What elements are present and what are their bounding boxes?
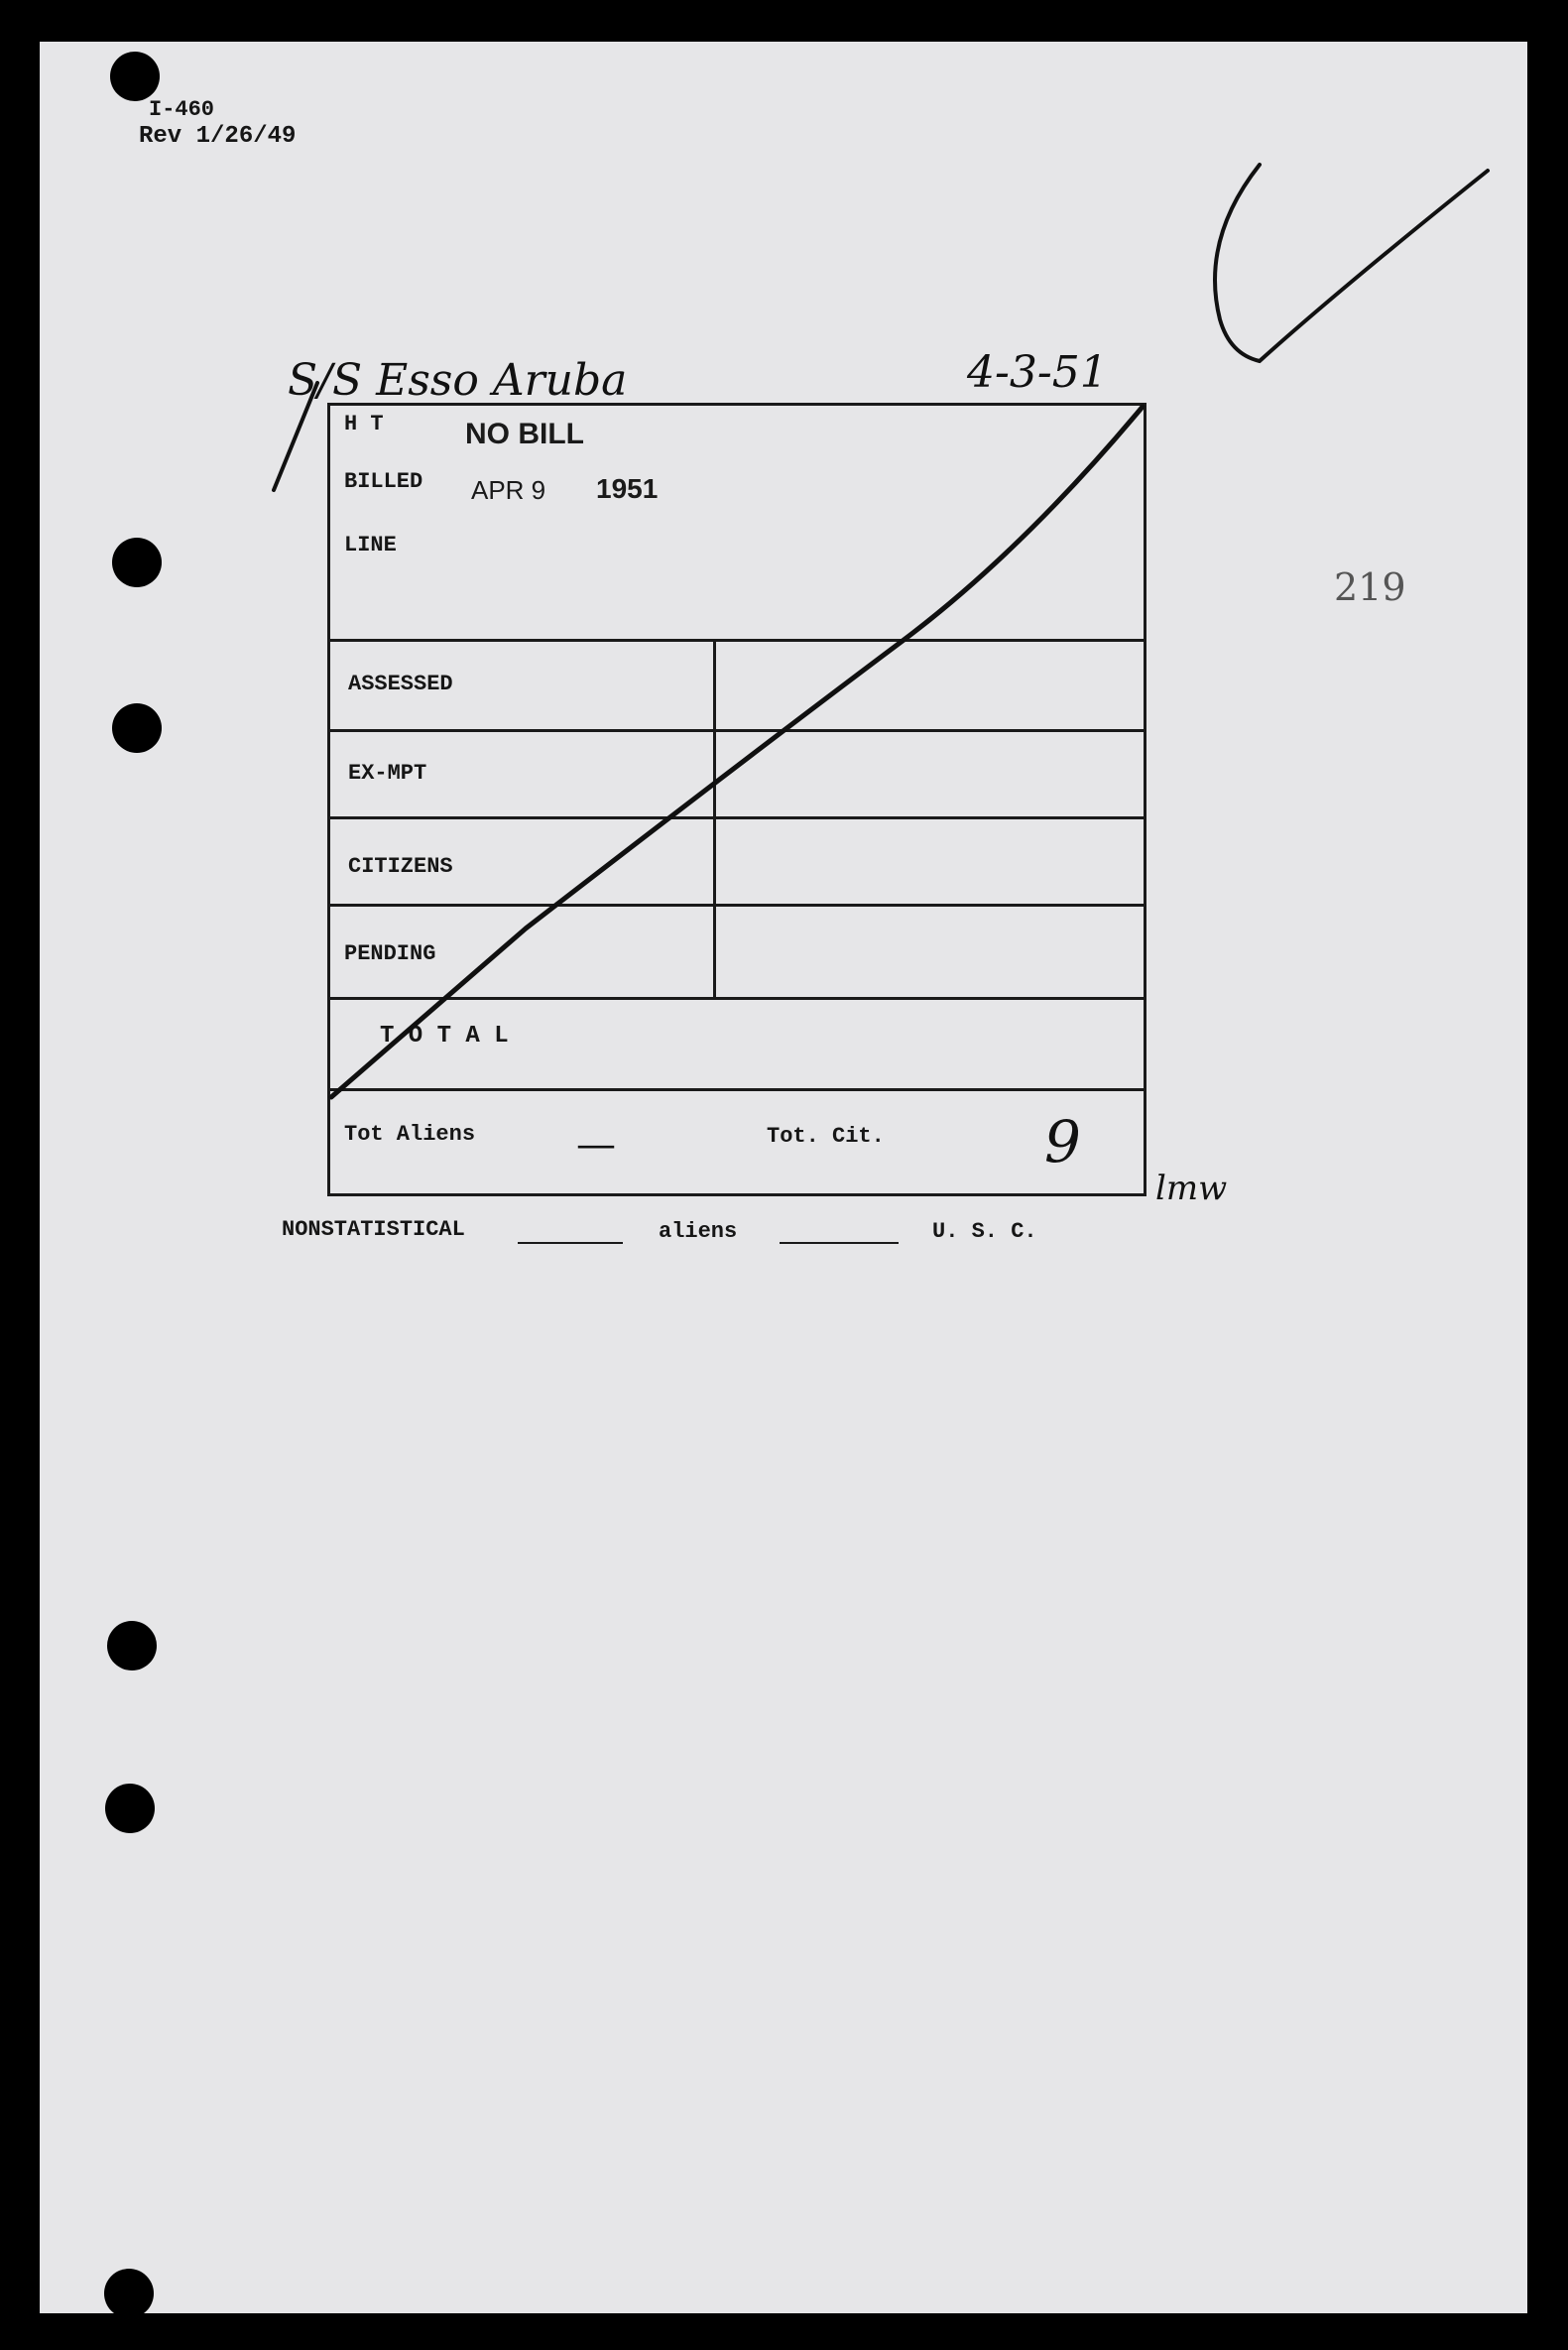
punch-hole bbox=[110, 52, 160, 101]
tot-cit-count: 9 bbox=[1044, 1108, 1081, 1175]
aliens-blank bbox=[780, 1242, 899, 1244]
total-label: T O T A L bbox=[380, 1023, 509, 1050]
punch-hole bbox=[112, 703, 162, 753]
clerk-initials: lmw bbox=[1155, 1169, 1228, 1208]
punch-hole bbox=[112, 538, 162, 587]
row-label-exempt: EX-MPT bbox=[348, 761, 427, 786]
line-label: LINE bbox=[344, 533, 397, 557]
handwritten-slash bbox=[268, 379, 347, 498]
form-code-line1: I-460 bbox=[149, 97, 215, 122]
punch-hole bbox=[104, 2269, 154, 2318]
usc-label: U. S. C. bbox=[932, 1219, 1037, 1244]
checkmark-icon bbox=[1200, 151, 1498, 389]
nonstatistical-blank bbox=[518, 1242, 623, 1244]
punch-hole bbox=[105, 1784, 155, 1833]
billed-date-stamp: APR 9 bbox=[471, 475, 546, 505]
billed-label: BILLED bbox=[344, 469, 423, 494]
form-code-line2: Rev 1/26/49 bbox=[139, 123, 297, 150]
no-bill-stamp: NO BILL bbox=[465, 418, 584, 450]
aliens-label: aliens bbox=[659, 1219, 738, 1244]
row-label-citizens: CITIZENS bbox=[348, 854, 453, 879]
vessel-name: S/S Esso Aruba bbox=[288, 355, 628, 406]
tot-cit-label: Tot. Cit. bbox=[767, 1124, 885, 1149]
nonstatistical-label: NONSTATISTICAL bbox=[282, 1217, 465, 1242]
voyage-date: 4-3-51 bbox=[967, 347, 1108, 398]
punch-hole bbox=[107, 1621, 157, 1670]
billed-year-stamp: 1951 bbox=[596, 473, 659, 504]
manifest-form bbox=[327, 403, 1146, 1196]
page-number: 219 bbox=[1334, 565, 1406, 609]
tot-aliens-value: — bbox=[576, 1122, 616, 1168]
cancel-diagonal-line bbox=[327, 403, 1146, 1196]
tot-aliens-label: Tot Aliens bbox=[344, 1122, 476, 1147]
row-label-pending: PENDING bbox=[344, 941, 436, 966]
document-page bbox=[40, 42, 1527, 2313]
ht-label: H T bbox=[344, 412, 384, 436]
row-label-assessed: ASSESSED bbox=[348, 672, 453, 696]
